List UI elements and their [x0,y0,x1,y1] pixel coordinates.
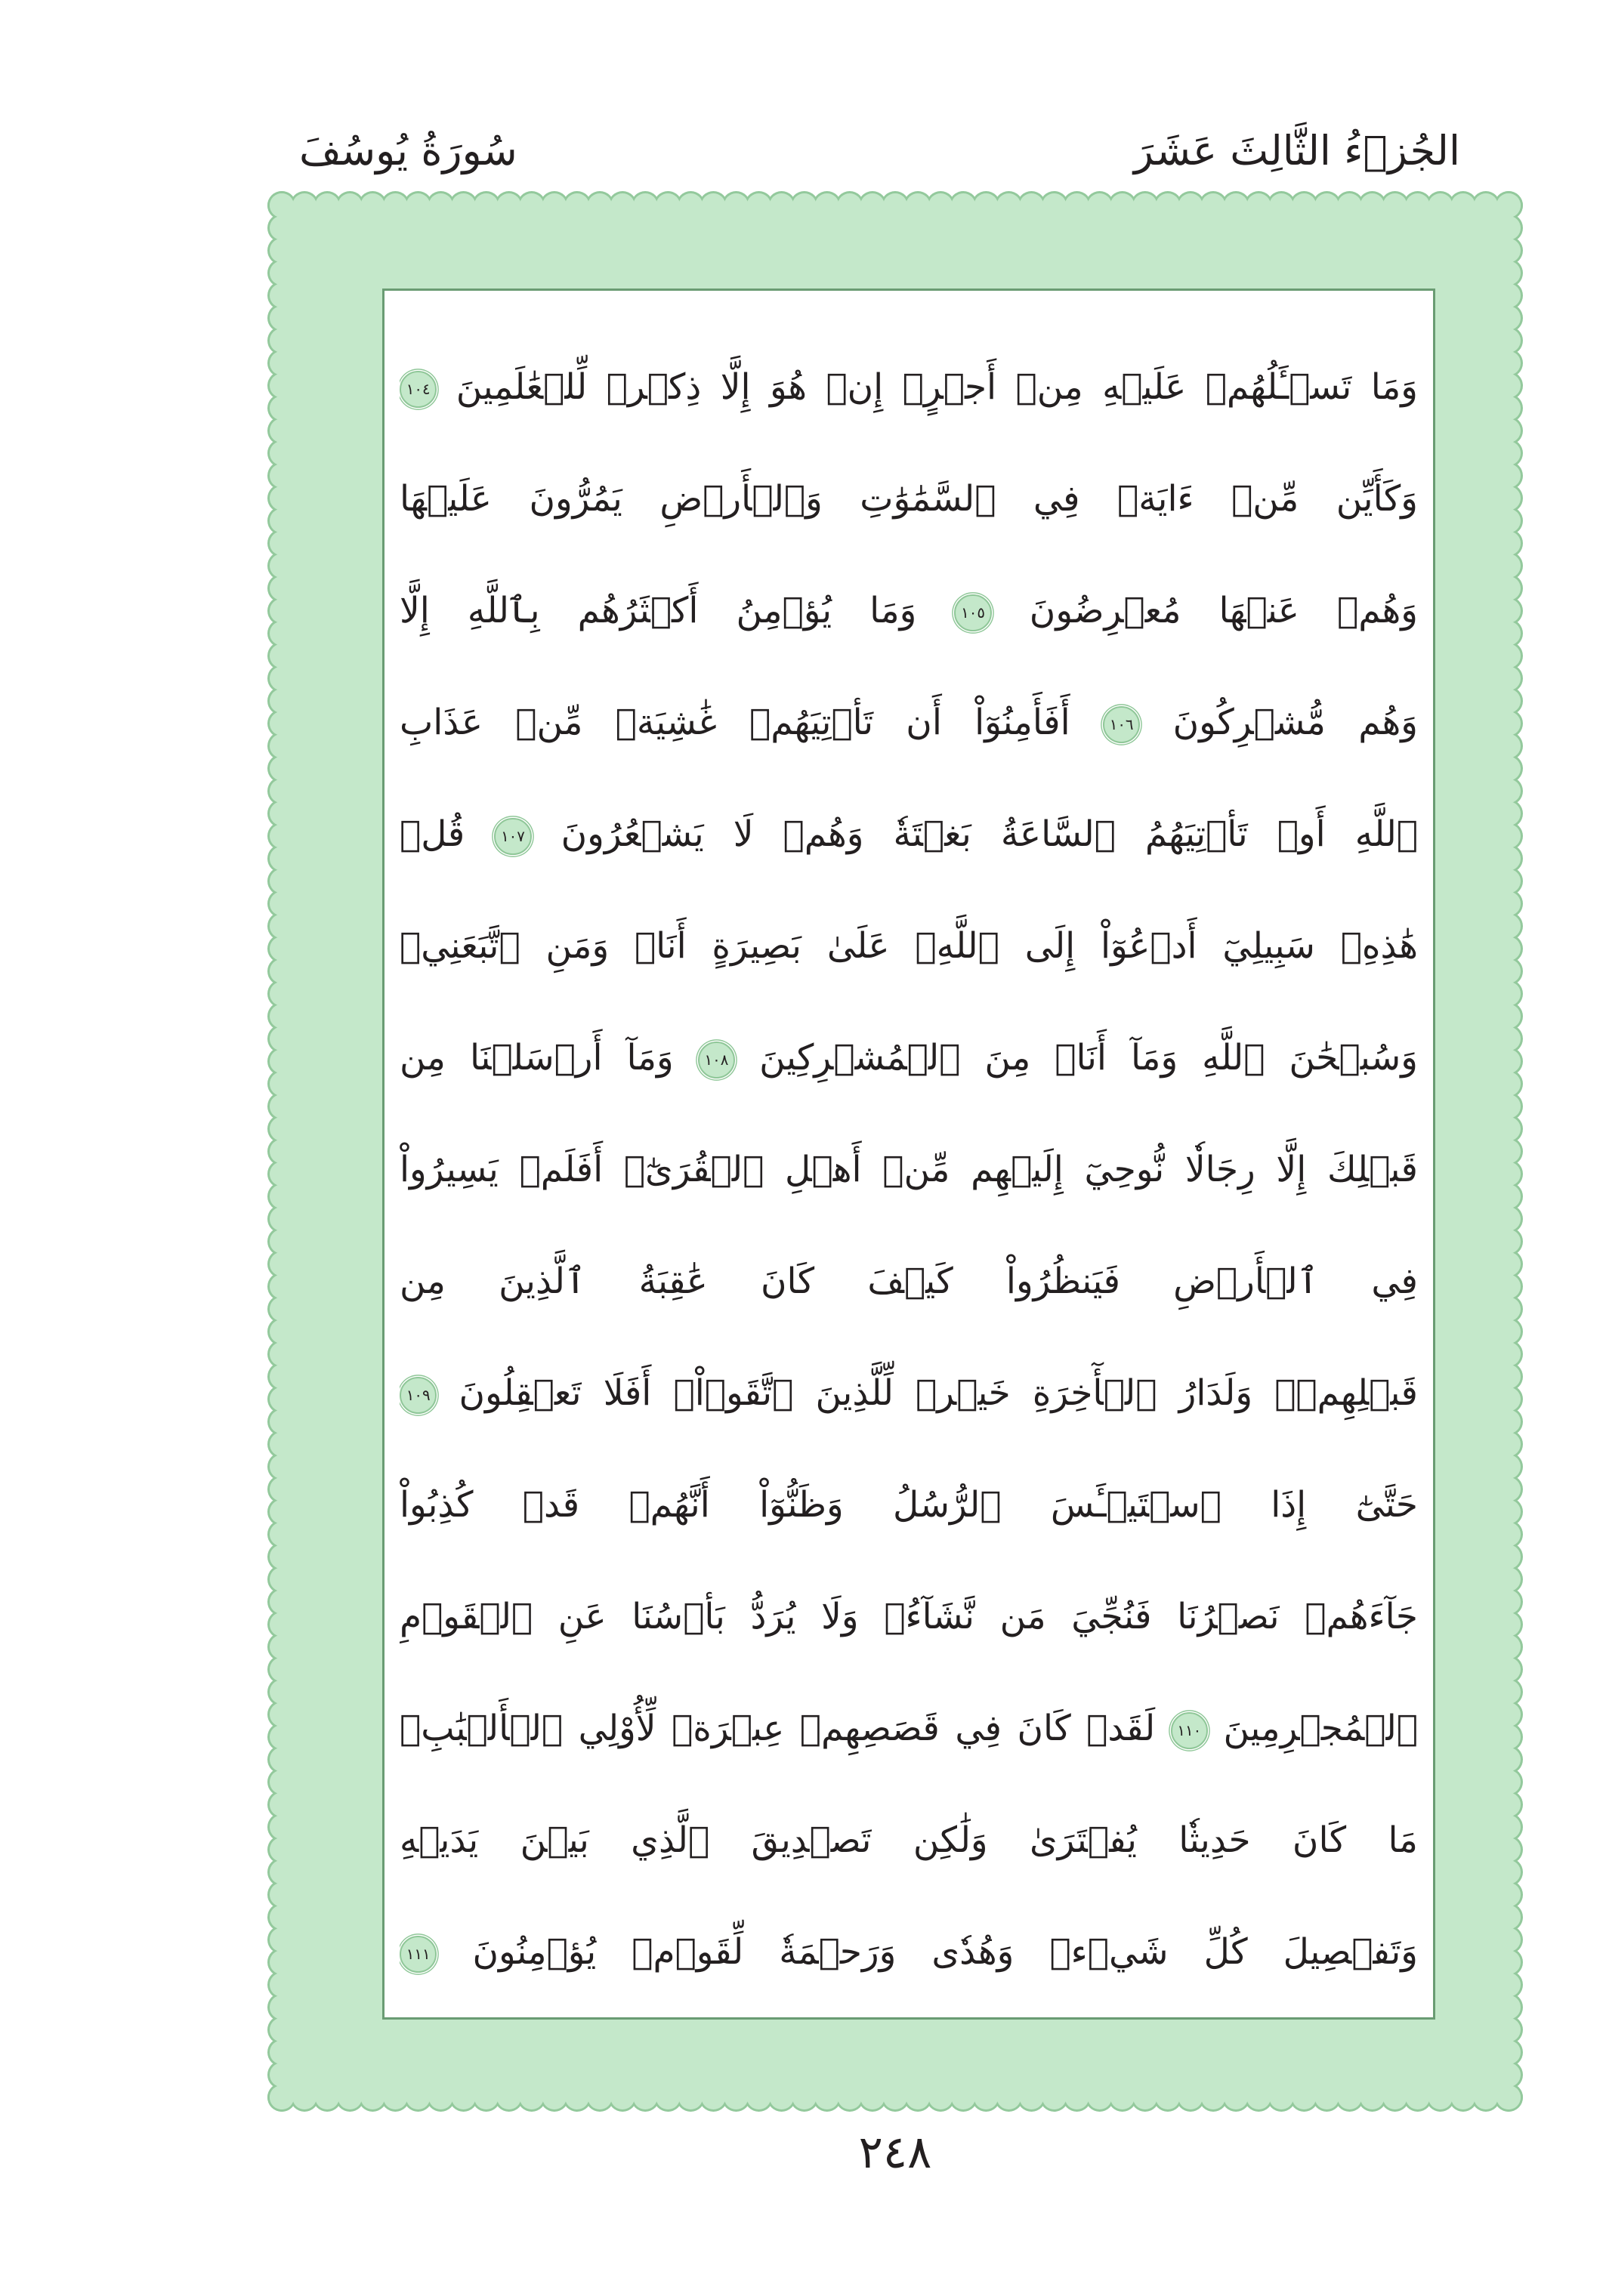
verse-text: وَسُبۡحَٰنَ ٱللَّهِ وَمَآ أَنَا۠ مِنَ ٱلۡمُشۡرِكِينَ [759,1037,1418,1079]
quran-text [400,332,1418,2008]
quran-line-7 [400,1002,1418,1114]
verse-text: وَكَأَيِّن مِّنۡ ءَايَةٖ فِي ٱلسَّمَٰوَٰتِ وَٱلۡأَرۡضِ يَمُرُّونَ عَلَيۡهَا [400,478,1418,520]
verse-text: ٱلۡمُجۡرِمِينَ [1223,1708,1418,1749]
quran-line-2 [400,443,1418,555]
surah-title: سُورَةُ يُوسُفَ [299,127,517,174]
ayah-marker-107 [494,818,531,855]
verse-text: قُلۡ [400,813,465,855]
text-panel [382,289,1435,2020]
verse-text: وَهُم مُّشۡرِكُونَ [1172,702,1418,743]
ayah-marker-105 [954,594,991,631]
quran-line-11 [400,1449,1418,1561]
verse-text: هَٰذِهِۦ سَبِيلِيٓ أَدۡعُوٓاْ إِلَى ٱللَّهِۚ عَلَىٰ بَصِيرَةٍ أَنَا۠ وَمَنِ ٱتَّبَعَنِيۖ [400,925,1418,967]
verse-text: وَمَا تَسۡـَٔلُهُمۡ عَلَيۡهِ مِنۡ أَجۡرٍۚ إِنۡ هُوَ إِلَّا ذِكۡرٞ لِّلۡعَٰلَمِينَ [456,366,1418,408]
quran-line-6 [400,890,1418,1002]
ayah-number: ١٠٨ [704,1051,729,1069]
verse-text: وَمَآ أَرۡسَلۡنَا مِن [400,1037,674,1079]
juz-title: الجُزۡءُ الثَّالِثَ عَشَرَ [1133,127,1460,174]
ayah-number: ١٠٤ [406,380,431,398]
quran-line-3 [400,555,1418,667]
quran-line-9 [400,1226,1418,1338]
verse-text: أَفَأَمِنُوٓاْ أَن تَأۡتِيَهُمۡ غَٰشِيَةٞ مِّنۡ عَذَابِ [400,702,1070,743]
quran-line-10 [400,1338,1418,1449]
quran-line-1 [400,332,1418,443]
quran-line-13 [400,1673,1418,1785]
verse-text: جَآءَهُمۡ نَصۡرُنَا فَنُجِّيَ مَن نَّشَآءُۖ وَلَا يُرَدُّ بَأۡسُنَا عَنِ ٱلۡقَوۡمِ [400,1596,1418,1637]
ayah-marker-104 [400,371,437,408]
verse-text: قَبۡلِهِمۡۗ وَلَدَارُ ٱلۡأٓخِرَةِ خَيۡرٞ لِّلَّذِينَ ٱتَّقَوۡاْۚ أَفَلَا تَعۡقِلُونَ [459,1372,1418,1414]
verse-text: وَمَا يُؤۡمِنُ أَكۡثَرُهُم بِٱللَّهِ إِلَّا [400,590,917,631]
verse-text: وَهُمۡ عَنۡهَا مُعۡرِضُونَ [1029,590,1418,631]
ayah-number: ١٠٦ [1109,715,1134,733]
verse-text: وَتَفۡصِيلَ كُلِّ شَيۡءٖ وَهُدٗى وَرَحۡمَةٗ لِّقَوۡمٖ يُؤۡمِنُونَ [472,1931,1418,1973]
quran-line-12 [400,1561,1418,1673]
quran-line-8 [400,1114,1418,1226]
verse-text: مَا كَانَ حَدِيثٗا يُفۡتَرَىٰ وَلَٰكِن تَصۡدِيقَ ٱلَّذِي بَيۡنَ يَدَيۡهِ [400,1819,1418,1861]
ayah-marker-111 [400,1936,437,1973]
ayah-number: ١٠٥ [961,603,985,622]
ayah-number: ١٠٧ [501,827,525,845]
verse-text: فِي ٱلۡأَرۡضِ فَيَنظُرُواْ كَيۡفَ كَانَ عَٰقِبَةُ ٱلَّذِينَ مِن [400,1261,1418,1302]
verse-text: حَتَّىٰٓ إِذَا ٱسۡتَيۡـَٔسَ ٱلرُّسُلُ وَظَنُّوٓاْ أَنَّهُمۡ قَدۡ كُذِبُواْ [400,1484,1418,1526]
verse-text: قَبۡلِكَ إِلَّا رِجَالٗا نُّوحِيٓ إِلَيۡهِم مِّنۡ أَهۡلِ ٱلۡقُرَىٰٓۗ أَفَلَمۡ يَسِيرُواْ [400,1149,1418,1190]
quran-line-15 [400,1896,1418,2008]
quran-line-5 [400,779,1418,890]
verse-text: لَقَدۡ كَانَ فِي قَصَصِهِمۡ عِبۡرَةٞ لِّأُوْلِي ٱلۡأَلۡبَٰبِۗ [400,1708,1156,1749]
verse-text: ٱللَّهِ أَوۡ تَأۡتِيَهُمُ ٱلسَّاعَةُ بَغۡتَةٗ وَهُمۡ لَا يَشۡعُرُونَ [561,813,1418,855]
ayah-marker-110 [1171,1712,1208,1749]
ayah-marker-109 [400,1377,437,1414]
ayah-number: ١٠٩ [406,1386,431,1404]
ayah-number: ١١١ [406,1945,431,1963]
ayah-number: ١١٠ [1177,1721,1202,1739]
ayah-marker-108 [698,1042,735,1079]
ayah-marker-106 [1103,706,1140,743]
quran-line-14 [400,1785,1418,1896]
quran-line-4 [400,667,1418,779]
page-number: ٢٤٨ [858,2126,932,2179]
